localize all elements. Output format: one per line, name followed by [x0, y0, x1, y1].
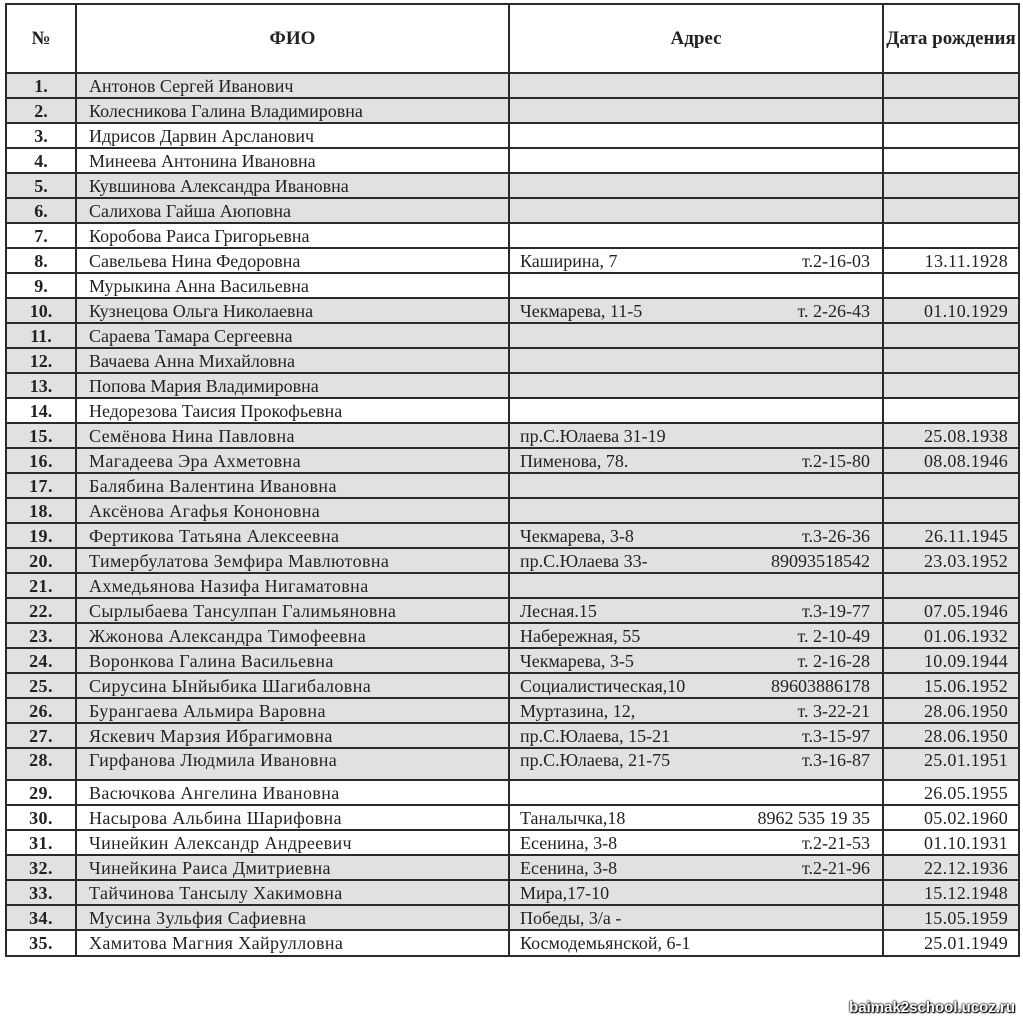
row-number: 16.	[6, 448, 76, 473]
address-cell	[509, 348, 883, 373]
address-cell	[509, 855, 883, 880]
address-cell	[509, 905, 883, 930]
birth-date	[883, 398, 1019, 423]
street-address: Победы, 3/а -	[520, 907, 622, 928]
street-address: Набережная, 55	[520, 625, 641, 646]
phone-number: т.2-21-53	[801, 832, 870, 853]
birth-date	[883, 223, 1019, 248]
birth-date	[883, 573, 1019, 598]
row-number: 28.	[6, 748, 76, 780]
street-address: пр.С.Юлаева, 15-21	[520, 725, 671, 746]
full-name: Колесникова Галина Владимировна	[76, 98, 509, 123]
row-number: 20.	[6, 548, 76, 573]
row-number: 13.	[6, 373, 76, 398]
table-row	[6, 623, 1019, 648]
birth-date	[883, 123, 1019, 148]
table-row	[6, 905, 1019, 930]
row-number: 26.	[6, 698, 76, 723]
table-row	[6, 223, 1019, 248]
table-row	[6, 398, 1019, 423]
header-address: Адрес	[509, 4, 883, 73]
row-number: 5.	[6, 173, 76, 198]
full-name: Васючкова Ангелина Ивановна	[76, 780, 509, 805]
birth-date: 08.08.1946	[883, 448, 1019, 473]
address-cell	[509, 573, 883, 598]
full-name: Вачаева Анна Михайловна	[76, 348, 509, 373]
row-number: 19.	[6, 523, 76, 548]
full-name: Савельева Нина Федоровна	[76, 248, 509, 273]
table-body	[6, 73, 1019, 956]
address-cell	[509, 73, 883, 98]
row-number: 35.	[6, 930, 76, 956]
row-number: 21.	[6, 573, 76, 598]
row-number: 23.	[6, 623, 76, 648]
address-cell	[509, 698, 883, 723]
address-cell	[509, 248, 883, 273]
full-name: Кувшинова Александра Ивановна	[76, 173, 509, 198]
residents-table	[5, 3, 1020, 957]
street-address: пр.С.Юлаева 31-19	[520, 425, 666, 446]
row-number: 12.	[6, 348, 76, 373]
street-address: пр.С.Юлаева 33-	[520, 550, 648, 571]
table-row	[6, 523, 1019, 548]
full-name: Балябина Валентина Ивановна	[76, 473, 509, 498]
address-cell	[509, 173, 883, 198]
birth-date	[883, 348, 1019, 373]
address-cell	[509, 98, 883, 123]
birth-date	[883, 323, 1019, 348]
table-row	[6, 673, 1019, 698]
address-cell	[509, 830, 883, 855]
birth-date: 01.10.1929	[883, 298, 1019, 323]
phone-number: т.2-21-96	[801, 857, 870, 878]
birth-date: 28.06.1950	[883, 698, 1019, 723]
full-name: Минеева Антонина Ивановна	[76, 148, 509, 173]
row-number: 7.	[6, 223, 76, 248]
address-cell	[509, 473, 883, 498]
address-cell	[509, 198, 883, 223]
birth-date: 25.01.1951	[883, 748, 1019, 780]
row-number: 22.	[6, 598, 76, 623]
street-address: Есенина, 3-8	[520, 857, 618, 878]
full-name: Идрисов Дарвин Арсланович	[76, 123, 509, 148]
row-number: 4.	[6, 148, 76, 173]
row-number: 31.	[6, 830, 76, 855]
birth-date	[883, 498, 1019, 523]
full-name: Попова Мария Владимировна	[76, 373, 509, 398]
address-cell	[509, 423, 883, 448]
address-cell	[509, 673, 883, 698]
row-number: 8.	[6, 248, 76, 273]
address-cell	[509, 523, 883, 548]
table-row	[6, 298, 1019, 323]
address-cell	[509, 930, 883, 956]
address-cell	[509, 748, 883, 780]
table-row	[6, 723, 1019, 748]
table-row	[6, 855, 1019, 880]
phone-number: т. 2-10-49	[797, 625, 870, 646]
row-number: 27.	[6, 723, 76, 748]
address-cell	[509, 148, 883, 173]
full-name: Сырлыбаева Тансулпан Галимьяновна	[76, 598, 509, 623]
street-address: Лесная.15	[520, 600, 597, 621]
table-row	[6, 348, 1019, 373]
header-birthdate: Дата рождения	[883, 4, 1019, 73]
birth-date: 28.06.1950	[883, 723, 1019, 748]
street-address: Каширина, 7	[520, 250, 618, 271]
row-number: 14.	[6, 398, 76, 423]
birth-date: 15.05.1959	[883, 905, 1019, 930]
phone-number: 8962 535 19 35	[757, 807, 870, 828]
birth-date: 10.09.1944	[883, 648, 1019, 673]
address-cell	[509, 373, 883, 398]
table-row	[6, 805, 1019, 830]
full-name: Чинейкина Раиса Дмитриевна	[76, 855, 509, 880]
full-name: Бурангаева Альмира Варовна	[76, 698, 509, 723]
phone-number: т. 3-22-21	[797, 700, 870, 721]
birth-date: 01.06.1932	[883, 623, 1019, 648]
table-row	[6, 548, 1019, 573]
address-cell	[509, 123, 883, 148]
birth-date	[883, 98, 1019, 123]
full-name: Аксёнова Агафья Кононовна	[76, 498, 509, 523]
full-name: Семёнова Нина Павловна	[76, 423, 509, 448]
table-row	[6, 148, 1019, 173]
row-number: 25.	[6, 673, 76, 698]
phone-number: т.3-19-77	[801, 600, 870, 621]
address-cell	[509, 448, 883, 473]
address-cell	[509, 273, 883, 298]
table-row	[6, 498, 1019, 523]
table-row	[6, 748, 1019, 780]
address-cell	[509, 648, 883, 673]
table-row	[6, 573, 1019, 598]
phone-number: т.2-16-03	[801, 250, 870, 271]
table-row	[6, 880, 1019, 905]
address-cell	[509, 398, 883, 423]
street-address: пр.С.Юлаева, 21-75	[520, 750, 671, 770]
watermark: baimak2school.ucoz.ru	[849, 999, 1015, 1016]
row-number: 33.	[6, 880, 76, 905]
full-name: Коробова Раиса Григорьевна	[76, 223, 509, 248]
full-name: Жжонова Александра Тимофеевна	[76, 623, 509, 648]
birth-date: 07.05.1946	[883, 598, 1019, 623]
table-row	[6, 98, 1019, 123]
full-name: Мусина Зульфия Сафиевна	[76, 905, 509, 930]
table-row	[6, 198, 1019, 223]
phone-number: т. 2-16-28	[797, 650, 870, 671]
birth-date: 01.10.1931	[883, 830, 1019, 855]
birth-date: 26.05.1955	[883, 780, 1019, 805]
phone-number: 89603886178	[771, 675, 870, 696]
birth-date	[883, 373, 1019, 398]
header-name: ФИО	[76, 4, 509, 73]
row-number: 3.	[6, 123, 76, 148]
full-name: Чинейкин Александр Андреевич	[76, 830, 509, 855]
row-number: 6.	[6, 198, 76, 223]
street-address: Мира,17-10	[520, 882, 610, 903]
table-row	[6, 73, 1019, 98]
birth-date	[883, 148, 1019, 173]
birth-date	[883, 73, 1019, 98]
table-row	[6, 273, 1019, 298]
row-number: 17.	[6, 473, 76, 498]
full-name: Тайчинова Тансылу Хакимовна	[76, 880, 509, 905]
birth-date: 22.12.1936	[883, 855, 1019, 880]
row-number: 24.	[6, 648, 76, 673]
address-cell	[509, 548, 883, 573]
street-address: Пименова, 78.	[520, 450, 629, 471]
street-address: Космодемьянской, 6-1	[520, 933, 691, 953]
address-cell	[509, 623, 883, 648]
street-address: Чекмарева, 3-5	[520, 650, 634, 671]
street-address: Чекмарева, 3-8	[520, 525, 634, 546]
full-name: Магадеева Эра Ахметовна	[76, 448, 509, 473]
full-name: Сараева Тамара Сергеевна	[76, 323, 509, 348]
phone-number: т.2-15-80	[801, 450, 870, 471]
address-cell	[509, 805, 883, 830]
row-number: 1.	[6, 73, 76, 98]
phone-number: т.3-26-36	[801, 525, 870, 546]
address-cell	[509, 298, 883, 323]
birth-date	[883, 473, 1019, 498]
table-row	[6, 648, 1019, 673]
row-number: 18.	[6, 498, 76, 523]
phone-number: 89093518542	[771, 550, 870, 571]
full-name: Ахмедьянова Назифа Нигаматовна	[76, 573, 509, 598]
row-number: 11.	[6, 323, 76, 348]
phone-number: т. 2-26-43	[797, 300, 870, 321]
birth-date: 05.02.1960	[883, 805, 1019, 830]
table-row	[6, 373, 1019, 398]
row-number: 30.	[6, 805, 76, 830]
row-number: 34.	[6, 905, 76, 930]
phone-number: т.3-16-87	[801, 750, 870, 770]
row-number: 15.	[6, 423, 76, 448]
row-number: 32.	[6, 855, 76, 880]
table-row	[6, 248, 1019, 273]
table-row	[6, 448, 1019, 473]
row-number: 10.	[6, 298, 76, 323]
table-row	[6, 323, 1019, 348]
full-name: Сирусина Ынйыбика Шагибаловна	[76, 673, 509, 698]
birth-date: 23.03.1952	[883, 548, 1019, 573]
table-row	[6, 473, 1019, 498]
table-row	[6, 698, 1019, 723]
full-name: Воронкова Галина Васильевна	[76, 648, 509, 673]
table-row	[6, 780, 1019, 805]
full-name: Недорезова Таисия Прокофьевна	[76, 398, 509, 423]
full-name: Кузнецова Ольга Николаевна	[76, 298, 509, 323]
street-address: Есенина, 3-8	[520, 832, 618, 853]
full-name: Насырова Альбина Шарифовна	[76, 805, 509, 830]
table-row	[6, 423, 1019, 448]
full-name: Хамитова Магния Хайрулловна	[76, 930, 509, 956]
birth-date	[883, 198, 1019, 223]
address-cell	[509, 598, 883, 623]
table-row	[6, 830, 1019, 855]
birth-date: 13.11.1928	[883, 248, 1019, 273]
table-row	[6, 173, 1019, 198]
birth-date: 15.12.1948	[883, 880, 1019, 905]
header-number: №	[6, 4, 76, 73]
address-cell	[509, 498, 883, 523]
street-address: Муртазина, 12,	[520, 700, 636, 721]
full-name: Мурыкина Анна Васильевна	[76, 273, 509, 298]
phone-number: т.3-15-97	[801, 725, 870, 746]
street-address: Чекмарева, 11-5	[520, 300, 643, 321]
header-row	[6, 4, 1019, 73]
table-row	[6, 598, 1019, 623]
table-row	[6, 123, 1019, 148]
address-cell	[509, 323, 883, 348]
street-address: Социалистическая,10	[520, 675, 686, 696]
birth-date: 26.11.1945	[883, 523, 1019, 548]
row-number: 2.	[6, 98, 76, 123]
birth-date	[883, 173, 1019, 198]
birth-date	[883, 273, 1019, 298]
street-address: Таналычка,18	[520, 807, 626, 828]
full-name: Фертикова Татьяна Алексеевна	[76, 523, 509, 548]
address-cell	[509, 780, 883, 805]
full-name: Гирфанова Людмила Ивановна	[76, 748, 509, 780]
address-cell	[509, 880, 883, 905]
address-cell	[509, 723, 883, 748]
full-name: Антонов Сергей Иванович	[76, 73, 509, 98]
full-name: Яскевич Марзия Ибрагимовна	[76, 723, 509, 748]
table-row	[6, 930, 1019, 956]
full-name: Тимербулатова Земфира Мавлютовна	[76, 548, 509, 573]
address-cell	[509, 223, 883, 248]
birth-date: 25.08.1938	[883, 423, 1019, 448]
full-name: Салихова Гайша Аюповна	[76, 198, 509, 223]
birth-date: 15.06.1952	[883, 673, 1019, 698]
row-number: 9.	[6, 273, 76, 298]
row-number: 29.	[6, 780, 76, 805]
birth-date: 25.01.1949	[883, 930, 1019, 956]
